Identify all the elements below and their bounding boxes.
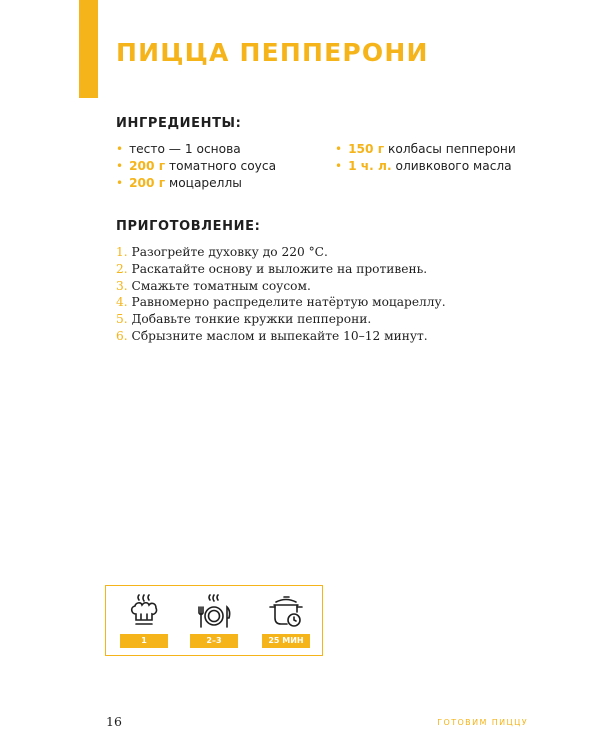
ingredients-list-right <box>335 141 516 175</box>
step-number: 1. <box>116 245 128 259</box>
step-number: 3. <box>116 278 128 293</box>
ingredients-heading: ИНГРЕДИЕНТЫ: <box>116 116 242 131</box>
page-number: 16 <box>106 714 122 729</box>
step-number: 2. <box>116 261 128 276</box>
ingredient-item: • 150 г колбасы пепперони <box>335 142 516 156</box>
step-number: 6. <box>116 328 128 343</box>
ingredient-item: • 1 ч. л. оливкового масла <box>335 159 512 173</box>
difficulty-badge: 1 <box>120 634 168 648</box>
running-head: ГОТОВИМ ПИЦЦУ <box>437 718 528 727</box>
step-number: 5. <box>116 312 128 327</box>
difficulty-info <box>112 586 176 656</box>
ingredient-quantity: 200 г <box>129 159 166 173</box>
bullet-icon: • <box>116 142 124 156</box>
chef-hat-icon <box>127 594 161 630</box>
step-item: 1. Разогрейте духовку до 220 °С. <box>116 245 328 259</box>
bullet-icon: • <box>116 159 124 173</box>
ingredients-list-left <box>116 141 276 192</box>
bullet-icon: • <box>335 142 343 156</box>
ingredient-quantity: 200 г <box>129 176 166 190</box>
ingredient-item: • тесто — 1 основа <box>116 142 241 156</box>
step-item: 2. Раскатайте основу и выложите на противень. <box>116 261 428 276</box>
step-item: 3. Смажьте томатным соусом. <box>116 278 311 293</box>
servings-badge: 2–3 <box>190 634 238 648</box>
time-badge: 25 МИН <box>262 634 310 648</box>
bullet-icon: • <box>116 176 124 190</box>
ingredient-quantity: 1 ч. л. <box>348 159 392 173</box>
ingredient-item: • 200 г моцареллы <box>116 176 242 190</box>
step-item: 4. Равномерно распределите натёртую моцареллу. <box>116 295 446 310</box>
ingredient-quantity: 150 г <box>348 142 385 156</box>
step-item: 5. Добавьте тонкие кружки пепперони. <box>116 312 372 327</box>
recipe-title: ПИЦЦА ПЕППЕРОНИ <box>116 38 429 67</box>
preparation-heading: ПРИГОТОВЛЕНИЕ: <box>116 219 261 234</box>
step-item: 6. Сбрызните маслом и выпекайте 10–12 минут. <box>116 328 428 343</box>
servings-info <box>182 586 246 656</box>
time-info <box>254 586 318 656</box>
plate-cutlery-icon <box>194 594 234 630</box>
pot-timer-icon <box>265 594 307 630</box>
preparation-steps <box>116 244 446 345</box>
title-accent-bar <box>79 0 98 98</box>
step-number: 4. <box>116 295 128 310</box>
bullet-icon: • <box>335 159 343 173</box>
recipe-info-panel <box>105 585 323 656</box>
ingredient-item: • 200 г томатного соуса <box>116 159 277 173</box>
